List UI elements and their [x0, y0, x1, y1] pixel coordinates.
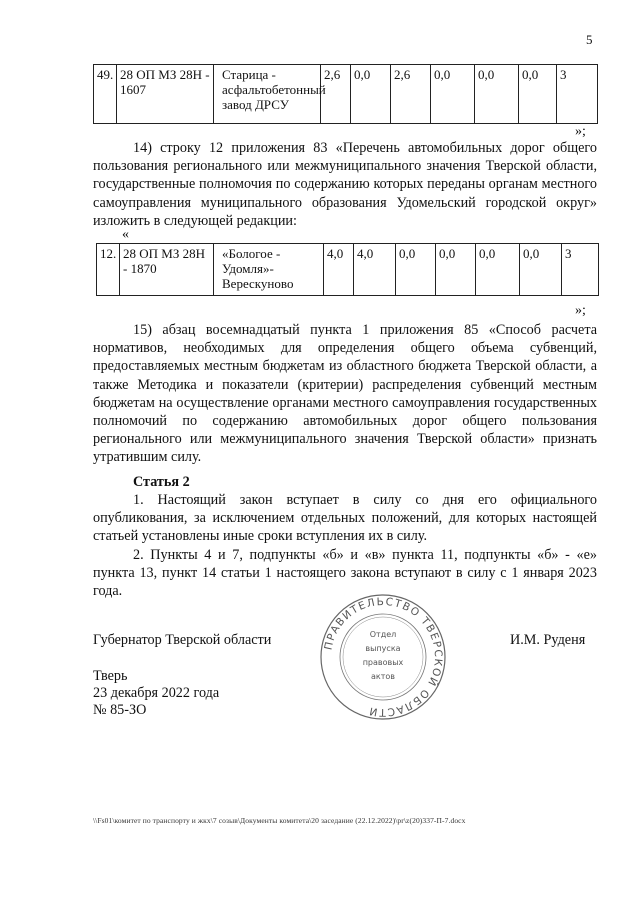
svg-text:правовых: правовых: [362, 658, 404, 667]
table-cell: 49.: [94, 65, 117, 124]
article-2-paragraph-2: 2. Пункты 4 и 7, подпункты «б» и «в» пункта 11, подпункты «б» - «е» пункта 13, пункт 14 статьи 1 настоящего закона вступают в силу с 1 января 2023 года.: [93, 547, 597, 600]
table-cell: 4,0: [324, 244, 354, 296]
table-row: [97, 244, 599, 296]
table-cell: 0,0: [475, 65, 519, 124]
road-table-1: [93, 64, 598, 124]
closing-quote: »;: [575, 303, 586, 318]
table-cell: 3: [562, 244, 599, 296]
table-cell: 0,0: [431, 65, 475, 124]
table-cell: 28 ОП МЗ 28Н - 1870: [120, 244, 214, 296]
svg-text:Отдел: Отдел: [369, 630, 397, 639]
table-cell: 0,0: [476, 244, 520, 296]
table-cell: 0,0: [351, 65, 391, 124]
road-table-2: [96, 243, 599, 296]
law-number: № 85-ЗО: [93, 702, 147, 718]
article-2-paragraph-1: 1. Настоящий закон вступает в силу со дня его официального опубликования, за исключением отдельных положений, для которых настоящей статьей установлены иные сроки вступления их в силу.: [93, 492, 597, 545]
opening-quote: «: [122, 227, 129, 242]
table-cell: «Бологое - Удомля»- Верескуново: [214, 244, 324, 296]
place: Тверь: [93, 668, 128, 684]
closing-quote: »;: [575, 124, 586, 139]
table-cell: 0,0: [396, 244, 436, 296]
signatory-title: Губернатор Тверской области: [93, 632, 272, 648]
paragraph-14: 14) строку 12 приложения 83 «Перечень автомобильных дорог общего пользования регионального или межмуниципального значения Тверской области, государственные полномочия по содержанию которых переданы органам местного самоуправления муниципального образования Удомельский городской округ» изложить в следующей редакции:: [93, 140, 597, 229]
table-cell: 3: [557, 65, 598, 124]
table-cell: 0,0: [520, 244, 562, 296]
table-cell: 28 ОП МЗ 28Н - 1607: [117, 65, 214, 124]
table-cell: 0,0: [436, 244, 476, 296]
table-cell: 2,6: [391, 65, 431, 124]
table-cell: Старица - асфальтобетонный завод ДРСУ: [214, 65, 321, 124]
table-cell: 12.: [97, 244, 120, 296]
page-number: 5: [586, 32, 593, 47]
paragraph-15: 15) абзац восемнадцатый пункта 1 приложения 85 «Способ расчета нормативов, необходимых для определения общего объема субвенций, предоставляемых местным бюджетам из областного бюджета Тверской области, а также Методика и показатели (критерии) распределения субвенций местным бюджетам на осуществление органами местного самоуправления государственных полномочий по содержанию автомобильных дорог общего пользования регионального или межмуниципального значения Тверской области» признать утратившим силу.: [93, 322, 597, 466]
svg-text:актов: актов: [370, 672, 396, 681]
table-row: [94, 65, 598, 124]
article-heading: Статья 2: [133, 474, 190, 490]
svg-text:выпуска: выпуска: [365, 644, 401, 653]
svg-text:ПРАВИТЕЛЬСТВО ТВЕРСКОЙ ОБЛАСТИ: ПРАВИТЕЛЬСТВО ТВЕРСКОЙ ОБЛАСТИ: [322, 595, 445, 719]
file-path-footer: \\Fs01\комитет по транспорту и жкх\7 созыв\Документы комитета\20 заседание (22.12.2022)\pr\z(20)337-П-7.docx: [93, 816, 466, 825]
official-seal: [318, 592, 448, 722]
signatory-name: И.М. Руденя: [510, 632, 586, 648]
table-cell: 2,6: [321, 65, 351, 124]
table-cell: 4,0: [354, 244, 396, 296]
table-cell: 0,0: [519, 65, 557, 124]
date: 23 декабря 2022 года: [93, 685, 220, 701]
